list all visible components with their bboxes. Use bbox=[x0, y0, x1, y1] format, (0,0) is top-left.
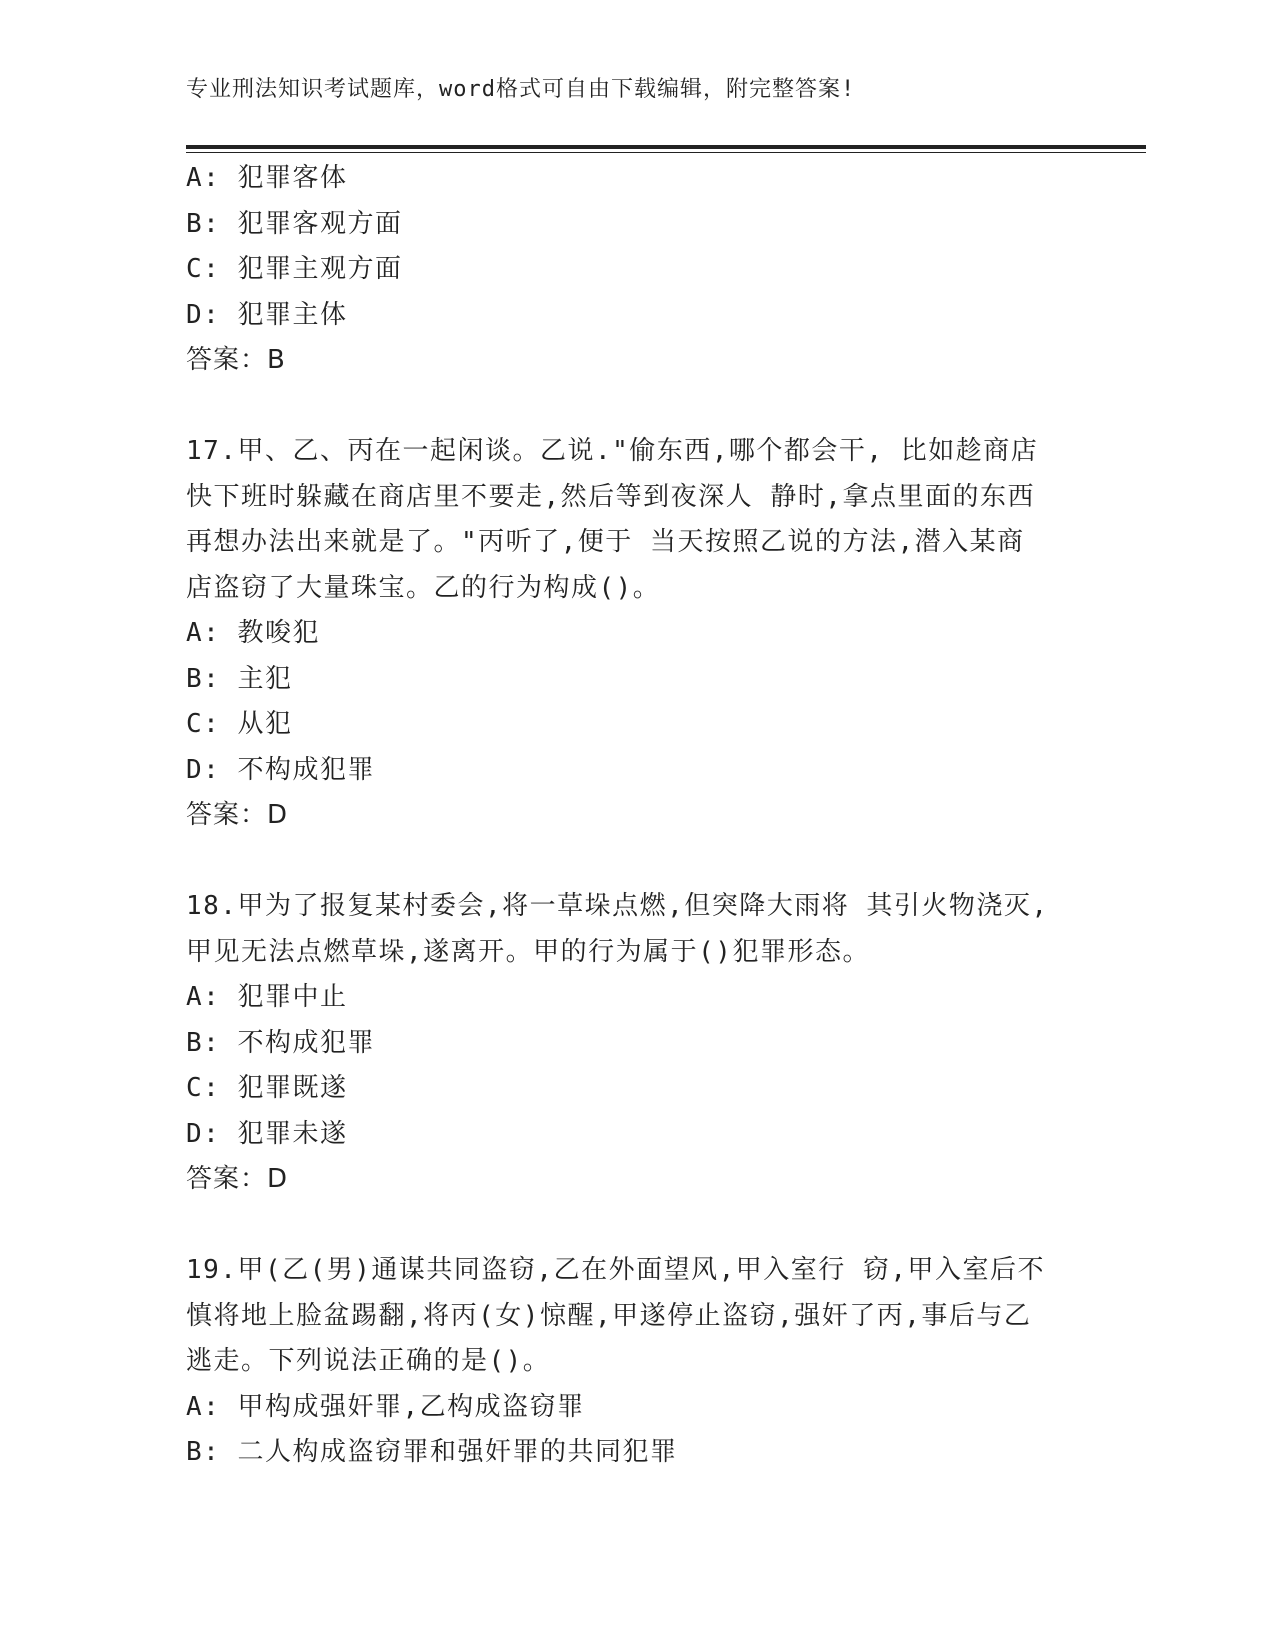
document-body bbox=[186, 156, 1086, 1476]
question-17 bbox=[186, 429, 1086, 839]
header-rule bbox=[186, 145, 1146, 149]
option-a: A: 犯罪中止 bbox=[186, 982, 348, 1012]
option-b: B: 主犯 bbox=[186, 663, 293, 694]
question-stem-line: 快下班时躲藏在商店里不要走,然后等到夜深人 静时,拿点里面的东西 bbox=[186, 481, 1035, 512]
question-stem-line: 店盗窃了大量珠宝。乙的行为构成()。 bbox=[186, 572, 661, 603]
option-b: B: 二人构成盗窃罪和强奸罪的共同犯罪 bbox=[186, 1437, 678, 1467]
option-a: A: 甲构成强奸罪,乙构成盗窃罪 bbox=[186, 1391, 585, 1422]
question-16 bbox=[186, 156, 1086, 384]
option-b: B: 不构成犯罪 bbox=[186, 1027, 375, 1058]
answer: 答案：B bbox=[186, 345, 286, 375]
header-rule-thin bbox=[186, 152, 1146, 153]
option-c: C: 犯罪既遂 bbox=[186, 1073, 348, 1103]
question-stem-line: 17.甲、乙、丙在一起闲谈。乙说."偷东西,哪个都会干, 比如趁商店 bbox=[186, 436, 1039, 466]
answer: 答案：D bbox=[186, 1164, 289, 1194]
answer: 答案：D bbox=[186, 800, 289, 830]
option-d: D: 不构成犯罪 bbox=[186, 754, 375, 785]
option-c: C: 犯罪主观方面 bbox=[186, 254, 403, 284]
option-d: D: 犯罪未遂 bbox=[186, 1118, 348, 1149]
spacer bbox=[186, 384, 1086, 430]
option-a: A: 犯罪客体 bbox=[186, 163, 348, 193]
spacer bbox=[186, 1203, 1086, 1249]
option-d: D: 犯罪主体 bbox=[186, 299, 348, 330]
question-19 bbox=[186, 1248, 1086, 1476]
page-header: 专业刑法知识考试题库，word格式可自由下载编辑，附完整答案! bbox=[186, 77, 856, 102]
option-a: A: 教唆犯 bbox=[186, 618, 320, 648]
option-c: C: 从犯 bbox=[186, 709, 293, 739]
question-stem-line: 慎将地上脸盆踢翻,将丙(女)惊醒,甲遂停止盗窃,强奸了丙,事后与乙 bbox=[186, 1300, 1032, 1331]
spacer bbox=[186, 839, 1086, 885]
question-stem-line: 甲见无法点燃草垛,遂离开。甲的行为属于()犯罪形态。 bbox=[186, 936, 870, 967]
question-stem-line: 18.甲为了报复某村委会,将一草垛点燃,但突降大雨将 其引火物浇灭, bbox=[186, 891, 1049, 921]
question-stem-line: 19.甲(乙(男)通谋共同盗窃,乙在外面望风,甲入室行 窃,甲入室后不 bbox=[186, 1255, 1046, 1285]
question-18 bbox=[186, 884, 1086, 1203]
question-stem-line: 再想办法出来就是了。"丙听了,便于 当天按照乙说的方法,潜入某商 bbox=[186, 527, 1025, 557]
question-stem-line: 逃走。下列说法正确的是()。 bbox=[186, 1346, 551, 1376]
option-b: B: 犯罪客观方面 bbox=[186, 208, 403, 239]
